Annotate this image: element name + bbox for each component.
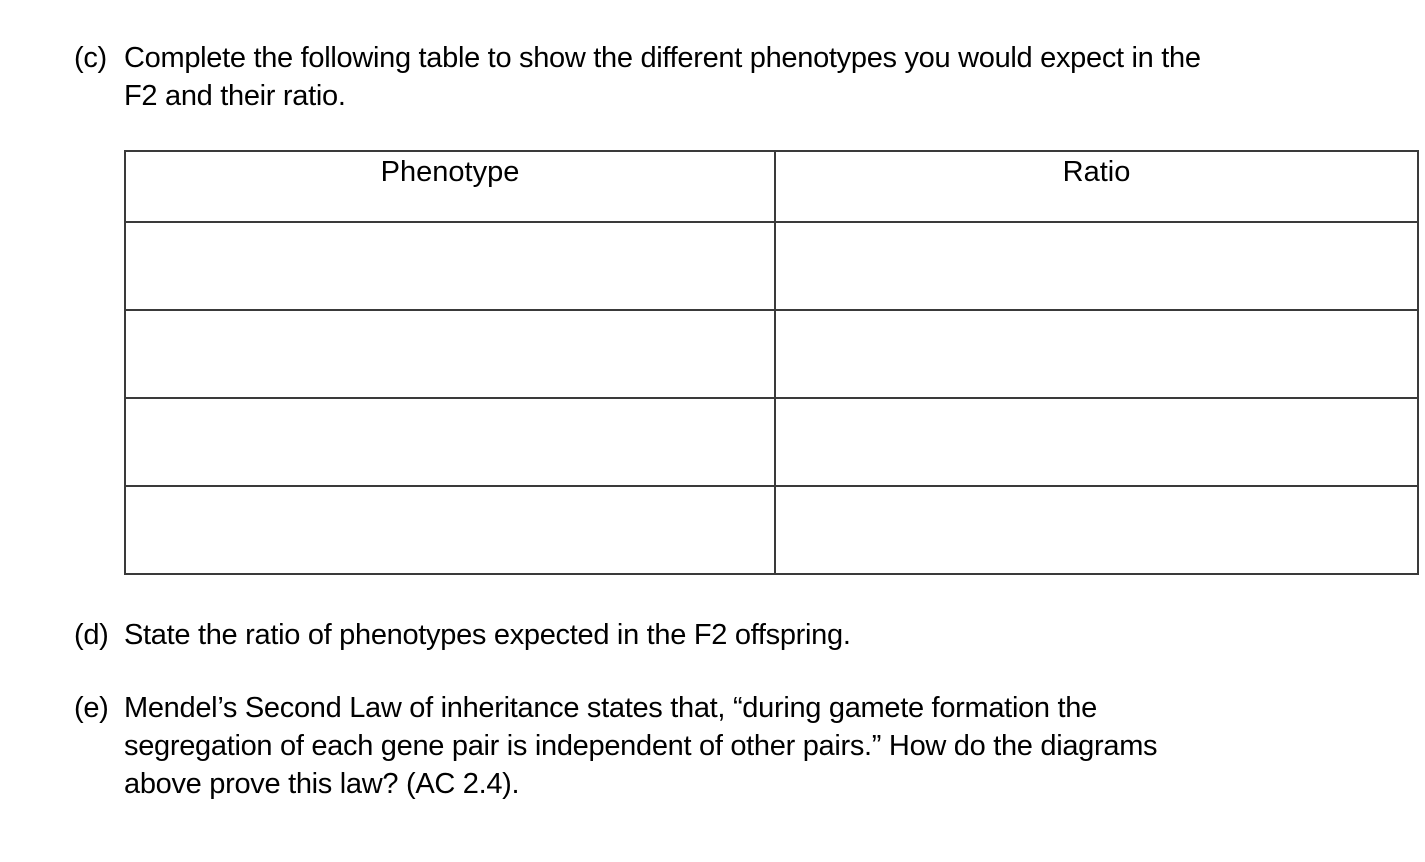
phenotype-answer-cell[interactable]	[125, 486, 775, 574]
phenotype-ratio-table	[124, 150, 1419, 575]
question-e-text: Mendel’s Second Law of inheritance states that, “during gamete formation the segregation of each gene pair is independent of other pairs.” How do the diagrams above prove this law? (AC 2.4).	[124, 692, 1158, 800]
question-d	[74, 616, 1394, 654]
question-e-label: (e)	[74, 692, 109, 724]
phenotype-answer-cell[interactable]	[125, 310, 775, 398]
header-ratio: Ratio	[775, 151, 1418, 222]
table-row	[125, 486, 1418, 574]
table-row	[125, 310, 1418, 398]
phenotype-answer-cell[interactable]	[125, 222, 775, 310]
ratio-answer-cell[interactable]	[775, 310, 1418, 398]
question-d-text: State the ratio of phenotypes expected in the F2 offspring.	[124, 619, 851, 651]
question-c-text: Complete the following table to show the different phenotypes you would expect in the F2 and their ratio.	[124, 42, 1201, 112]
ratio-answer-cell[interactable]	[775, 486, 1418, 574]
question-e	[74, 689, 1394, 803]
table-row	[125, 222, 1418, 310]
table-header-row	[125, 151, 1418, 222]
table-row	[125, 398, 1418, 486]
question-c-label: (c)	[74, 42, 107, 74]
header-phenotype: Phenotype	[125, 151, 775, 222]
ratio-answer-cell[interactable]	[775, 398, 1418, 486]
question-c	[74, 39, 1394, 115]
phenotype-answer-cell[interactable]	[125, 398, 775, 486]
question-d-label: (d)	[74, 619, 109, 651]
ratio-answer-cell[interactable]	[775, 222, 1418, 310]
